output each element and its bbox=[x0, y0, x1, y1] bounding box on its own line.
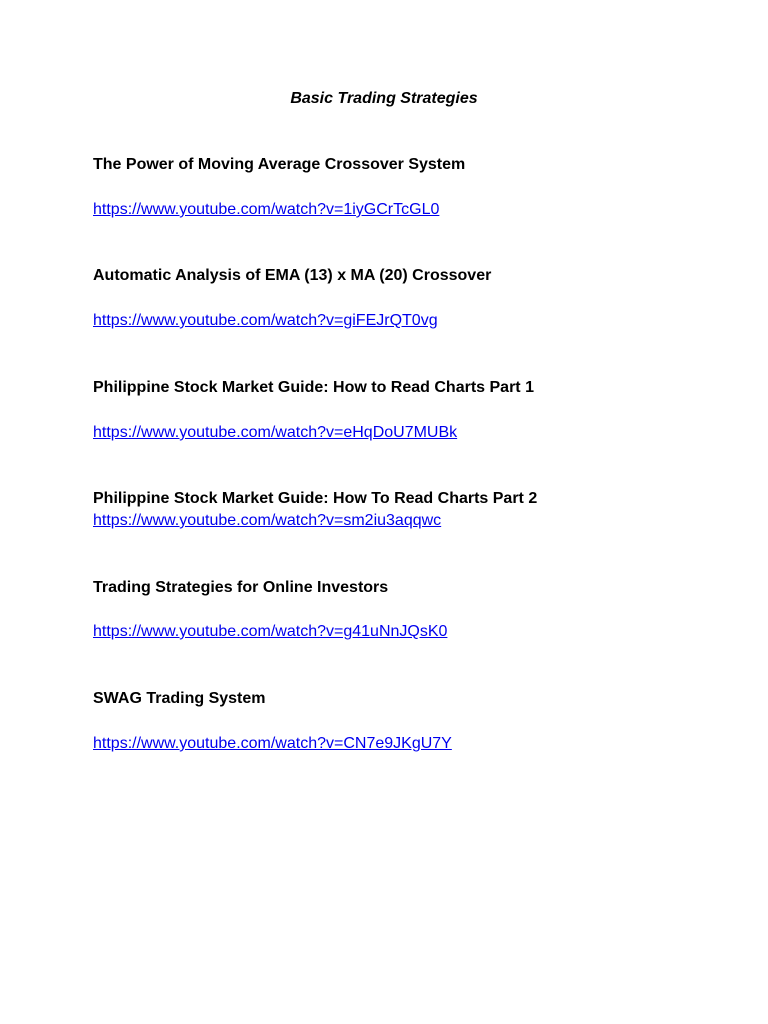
youtube-link[interactable]: https://www.youtube.com/watch?v=CN7e9JKgU7Y bbox=[93, 735, 452, 752]
youtube-link[interactable]: https://www.youtube.com/watch?v=1iyGCrTcGL0 bbox=[93, 201, 440, 218]
youtube-link[interactable]: https://www.youtube.com/watch?v=eHqDoU7MUBk bbox=[93, 424, 458, 441]
youtube-link[interactable]: https://www.youtube.com/watch?v=sm2iu3aqqwc bbox=[93, 512, 442, 529]
document-title: Basic Trading Strategies bbox=[290, 90, 478, 107]
youtube-link[interactable]: https://www.youtube.com/watch?v=giFEJrQT0vg bbox=[93, 312, 438, 329]
entry-heading: The Power of Moving Average Crossover System bbox=[93, 156, 466, 173]
youtube-link[interactable]: https://www.youtube.com/watch?v=g41uNnJQsK0 bbox=[93, 623, 448, 640]
entry-heading: Trading Strategies for Online Investors bbox=[93, 579, 389, 596]
entry-heading: Automatic Analysis of EMA (13) x MA (20) Crossover bbox=[93, 267, 492, 284]
entry-heading: Philippine Stock Market Guide: How To Read Charts Part 2 bbox=[93, 490, 538, 507]
entry-heading: SWAG Trading System bbox=[93, 690, 266, 707]
entry-heading: Philippine Stock Market Guide: How to Read Charts Part 1 bbox=[93, 379, 534, 396]
